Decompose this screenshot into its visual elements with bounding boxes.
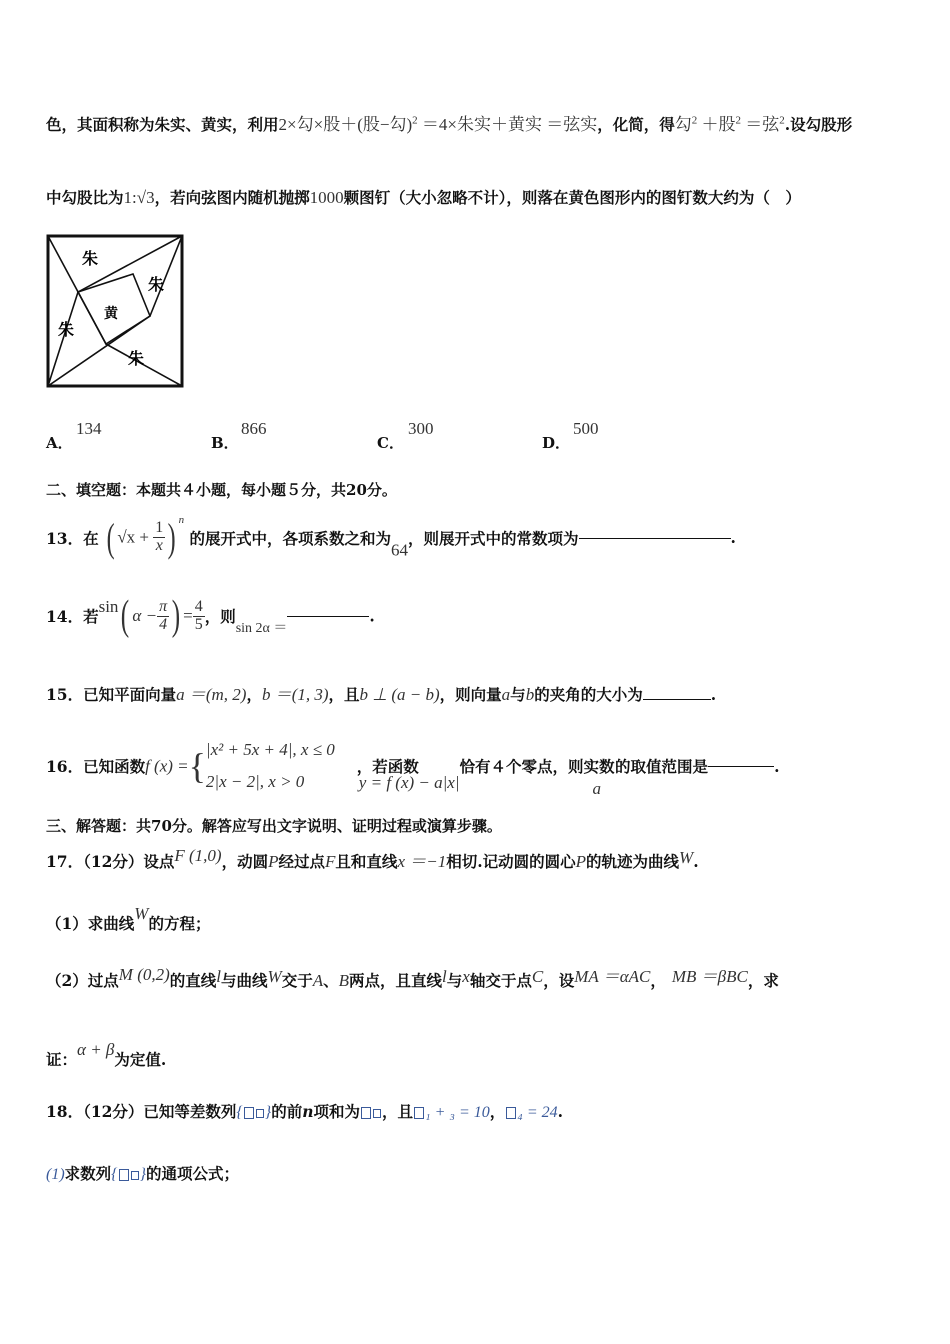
q14-sin: sin (98, 597, 119, 616)
q14-frac: $\frac{\pi}{4}$ (159, 597, 168, 633)
q17-p1-W: W (134, 904, 149, 923)
q13-exp: n (178, 514, 185, 526)
q17-text-d: 且和直线 (335, 852, 398, 871)
q18-sn (360, 1104, 382, 1121)
missing-glyph-icon (131, 1171, 139, 1180)
q17-part2 (46, 962, 779, 991)
chord-diagram (46, 234, 186, 389)
option-d-label[interactable]: D． (542, 434, 571, 452)
q17-p2-text-b: 的直线 (169, 971, 217, 990)
q17-text-a: 17．（12分）设点 (46, 852, 175, 871)
q17-text-c: 经过点 (278, 852, 326, 871)
q12-text-a: 色，其面积称为朱实、黄实，利用 (46, 115, 279, 134)
q17-p2-text-k: ，求 (747, 971, 779, 990)
missing-glyph-icon (506, 1107, 516, 1119)
q12-text-d: 中勾股比为 (46, 188, 124, 207)
q17-p2-text-c: 与曲线 (221, 971, 268, 990)
q15-a-expr: a ＝(m, 2) (176, 685, 247, 704)
q13-plus: + (135, 527, 154, 547)
q13-sqrt: √x (117, 527, 136, 547)
q16-text-a: ，若函数 (356, 757, 419, 777)
q17-x: x (462, 967, 470, 986)
q12-text-b: ，化简，得 (597, 115, 675, 134)
section2-title: 二、填空题：本题共４小题，每小题５分，共20分。 (46, 481, 397, 499)
q13-answer-blank[interactable] (579, 537, 731, 539)
q14-val: $\frac{4}{5}$ (194, 597, 203, 633)
missing-glyph-icon (361, 1107, 371, 1119)
q14-text-a: ，则 (204, 607, 236, 626)
option-c-label[interactable]: C． (377, 434, 404, 452)
q12-text-c: .设勾股形 (784, 115, 853, 134)
option-b-label[interactable]: B． (211, 434, 239, 452)
q13-lparen: ( (106, 515, 115, 560)
q17-P2: P (575, 852, 587, 871)
q17-W2: W (267, 967, 282, 986)
q14-answer-blank[interactable] (287, 615, 369, 617)
q16-text-c: 的取值范围是 (615, 757, 709, 777)
label-zhu-left: 朱 (58, 320, 75, 339)
q13-text-b: ，则展开式中的常数项为 (408, 528, 579, 548)
q13-val: 64 (391, 540, 408, 560)
q18-p1-num: (1) (46, 1166, 65, 1183)
q17-p2-text-h: 轴交于点 (469, 971, 532, 990)
q17-MB: MB ＝βBC (671, 967, 748, 986)
q17-p2-text-e: 、 (323, 971, 339, 990)
q15-comma: ， (246, 685, 262, 704)
q17-p2-text-i: ，设 (543, 971, 575, 990)
missing-glyph-icon (119, 1169, 129, 1181)
q15-perp: b ⊥ (a − b) (359, 685, 440, 704)
q17-MA: MA ＝αAC (574, 967, 651, 986)
q14-rparen: ) (171, 593, 181, 639)
q18-cond2: ₄ = 24 (505, 1104, 557, 1121)
q18-seq-an: { } (236, 1104, 272, 1121)
q16-a: a (592, 779, 602, 799)
q12-text-e: ，若向弦图内随机抛掷 (154, 188, 310, 207)
q17-alpha-beta: α + β (77, 1040, 115, 1059)
label-zhu-right: 朱 (148, 275, 165, 294)
q16-line: 16．已知函数f (x) ={ |x² + 5x + 4|, x ≤ 0 2|x − 2|, x > 0 ，若函数y = f (x) − a|x|恰有４个零点，则实数a的取值范围是 . (46, 734, 779, 798)
label-huang: 黄 (104, 306, 118, 322)
q17-l: l (216, 967, 222, 986)
q17-p2-text-d: 交于 (281, 971, 313, 990)
q16-case1: |x² + 5x + 4|, x ≤ 0 (205, 740, 335, 759)
q17-W: W (679, 848, 694, 867)
q13-line: 13．在 ( √x + $\frac{1}{x}$ ) $^n$ 的展开式中，各项系数之和为64，则展开式中的常数项为 . (46, 514, 736, 560)
q15-text-c: 的夹角的大小为 (534, 685, 643, 704)
q17-p1-text-b: 的方程； (148, 914, 211, 933)
q17-M: M (0,2) (118, 965, 170, 984)
q17-part2-line2 (46, 1040, 166, 1070)
section3-title: 三、解答题：共70分。解答应写出文字说明、证明过程或演算步骤。 (46, 817, 502, 835)
q17-text-f: 的轨迹为曲线 (586, 852, 680, 871)
q17-l2: l (442, 967, 447, 986)
q18-text-f: . (557, 1102, 564, 1121)
q13-frac: $\frac{1}{x}$ (155, 519, 164, 554)
q17-part1 (46, 904, 210, 934)
q12-formula1: 2×勾×股＋(股−勾)$^2$ ＝4×朱实＋黄实 ＝弦实 (278, 114, 598, 134)
q16-num: 16．已知函数 (46, 757, 146, 777)
q17-xline: x ＝−1 (397, 852, 447, 871)
q18-text-a: 18．（12分）已知等差数列 (46, 1102, 237, 1121)
q18-n: n (302, 1102, 314, 1121)
q12-count: 1000 (309, 188, 344, 207)
q17-p1-text-a: （1）求曲线 (46, 914, 135, 933)
q14-line: 14．若sin( α − $\frac{\pi}{4}$ ) = $\frac{4}{5}$ ，则sin 2α ＝. (46, 593, 375, 639)
q18-cond1: ₁ + ₃ = 10 (413, 1104, 490, 1121)
q15-text-b: ，则向量 (439, 685, 502, 704)
option-a-label[interactable]: A． (46, 434, 73, 452)
q15-text-a: ，且 (328, 685, 360, 704)
option-b-value: 866 (241, 419, 267, 438)
q17-A: A (312, 971, 324, 990)
q14-lparen: ( (121, 593, 130, 639)
q17-text-e: 相切.记动圆的圆心 (446, 852, 576, 871)
q18-text-b: 的前 (271, 1102, 303, 1121)
missing-glyph-icon (256, 1109, 264, 1118)
q17-F: F (1,0) (174, 846, 222, 865)
q12-formula2: 勾$^2$ ＋股$^2$ ＝弦$^2$ (674, 114, 785, 134)
q15-num: 15．已知平面向量 (46, 685, 177, 704)
option-a-value: 134 (76, 419, 102, 438)
q14-eq: = (183, 606, 193, 625)
q17-F2: F (325, 852, 336, 871)
q17-p2-text-a: （2）过点 (46, 971, 119, 990)
q17-B: B (338, 971, 350, 990)
q18-p1-seq: { } (111, 1166, 146, 1183)
q16-fx: f (x) = (145, 756, 189, 776)
q12-line1 (46, 110, 852, 135)
q12-ratio: 1:√3 (123, 188, 155, 207)
q18-p1-text-a: 求数列 (64, 1164, 112, 1183)
missing-glyph-icon (373, 1109, 381, 1118)
q14-num: 14．若 (46, 607, 99, 626)
q14-alpha: α − (132, 606, 158, 625)
q18-line1 (46, 1100, 563, 1122)
q17-text-g: . (693, 852, 699, 871)
q18-text-c: 项和为 (313, 1102, 361, 1121)
q15-b: b (525, 685, 535, 704)
q17-p2-text-g: 与 (446, 971, 463, 990)
q17-p2-text-m: 为定值. (114, 1050, 167, 1069)
q18-text-d: ，且 (382, 1102, 414, 1121)
q15-b-expr: b ＝(1, 3) (261, 685, 329, 704)
q17-p2-text-l: 证： (46, 1050, 78, 1069)
q16-text-b: 恰有４个零点，则实数 (459, 757, 615, 777)
q13-num: 13．在 (46, 528, 99, 548)
q17-text-b: ，动圆 (221, 852, 269, 871)
q16-answer-blank[interactable] (708, 765, 774, 767)
q17-p2-text-f: 两点，且直线 (349, 971, 443, 990)
q16-case2: 2|x − 2|, x > 0 (205, 772, 305, 792)
q12-text-f: 颗图钉（大小忽略不计），则落在黄色图形内的图钉数大约为（ ） (343, 188, 801, 207)
missing-glyph-icon (414, 1107, 424, 1119)
label-zhu-bottom: 朱 (128, 349, 145, 368)
q17-p2-text-j: ， (650, 971, 666, 990)
q17-line1 (46, 846, 699, 872)
q17-C: C (531, 967, 544, 986)
q15-a: a (501, 685, 511, 704)
q12-line2 (46, 186, 801, 208)
q13-text-a: 的展开式中，各项系数之和为 (189, 528, 391, 548)
q17-P: P (268, 852, 279, 871)
q18-part1 (46, 1162, 239, 1184)
q14-expr: sin 2α ＝ (235, 621, 288, 636)
missing-glyph-icon (244, 1107, 254, 1119)
q16-yexpr: y = f (x) − a|x| (358, 773, 460, 793)
q15-answer-blank[interactable] (643, 698, 711, 700)
q16-cases (206, 734, 335, 799)
q16-brace: { (188, 746, 206, 787)
q15-line: 15．已知平面向量a ＝(m, 2)，b ＝(1, 3)，且b ⊥ (a − b)，则向量a与b的夹角的大小为 . (46, 685, 717, 704)
option-d-value: 500 (573, 419, 599, 438)
q15-and: 与 (510, 685, 526, 704)
label-zhu-top: 朱 (82, 249, 99, 268)
q13-rparen: ) (167, 515, 176, 560)
q18-p1-text-b: 的通项公式； (145, 1164, 239, 1183)
q18-text-e: ， (489, 1102, 506, 1121)
option-c-value: 300 (408, 419, 434, 438)
